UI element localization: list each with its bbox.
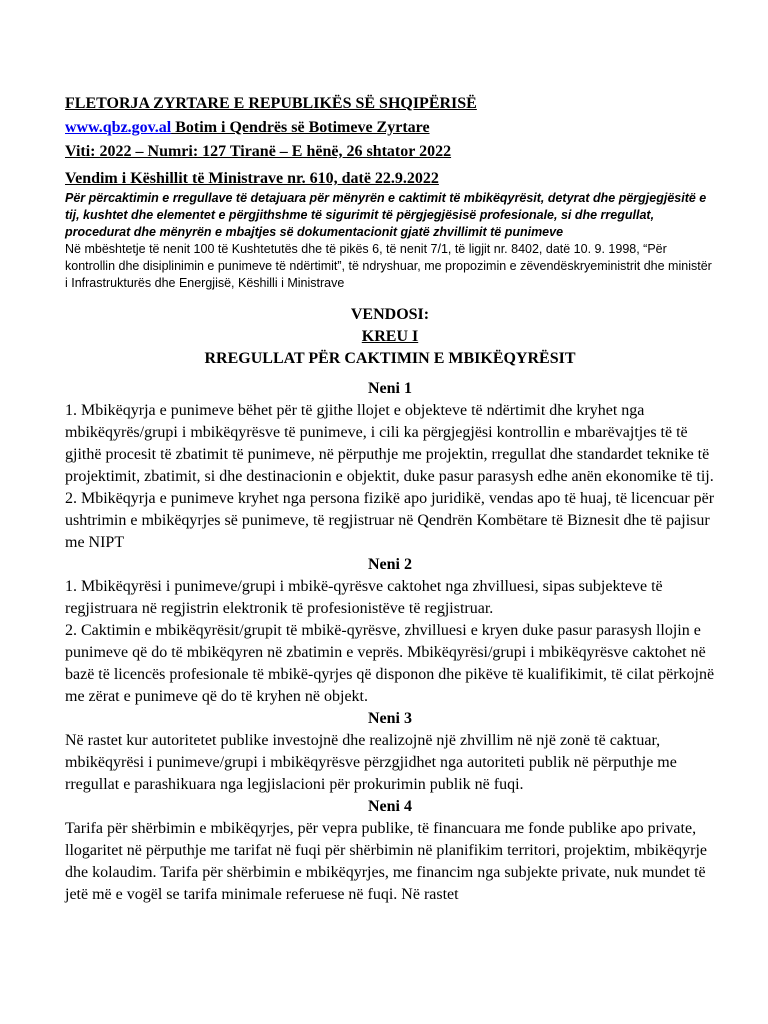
publisher-name: Botim i Qendrës së Botimeve Zyrtare [171, 119, 430, 136]
article-title: Neni 2 [368, 556, 412, 573]
article-paragraph: 2. Caktimin e mbikëqyrësit/grupit të mbikë-qyrësve, zhvilluesi e kryen duke pasur parasysh llojin e punimeve që do të mbikëqyren në zbatimin e veprës. Mbikëqyrësi/grupi i mbikëqyrësve caktohet në bazë të licencës profesionale të mbikë-qyrjes që disponon dhe pikëve të kualifikimit, të cilat përkojnë me zërat e punimeve që do të kryhen në objekt. [65, 622, 715, 705]
issue-line: Viti: 2022 – Numri: 127 Tiranë – E hënë, 26 shtator 2022 [65, 143, 452, 160]
article-paragraph: 1. Mbikëqyrja e punimeve bëhet për të gjithe llojet e objekteve të ndërtimit dhe kryhet nga mbikëqyrës/grupi i mbikëqyrësve të punimeve, i cili ka përgjegjësi kontrollin e mbarëvajtjes të të gjithë procesit të zbatimit të punimeve, në përputhje me projektin, rregullat dhe standardet teknike të projektimit, zbatimit, si dhe destinacionin e objektit, duke pasur parasysh edhe anën ekonomike të tij. [65, 402, 714, 485]
document-page [65, 92, 715, 906]
article-paragraph: 2. Mbikëqyrja e punimeve kryhet nga persona fizikë apo juridikë, vendas apo të huaj, të licencuar për ushtrimin e mbikëqyrjes së punimeve, të regjistruar në Qendrën Kombëtare të Biznesit dhe të pajisur me NIPT [65, 490, 715, 551]
article-paragraph: Tarifa për shërbimin e mbikëqyrjes, për vepra publike, të financuara me fonde publike apo private, llogaritet në përputhje me tarifat në fuqi për shërbimin në planifikim territori, projektim, mbikëqyrje dhe kolaudim. Tarifa për shërbimin e mbikëqyrjes, me financim nga subjekte private, nuk mundet të jetë më e vogël se tarifa minimale referuese në fuqi. Në rastet [65, 820, 708, 903]
article-title: Neni 1 [368, 380, 412, 397]
publisher-line [65, 116, 715, 140]
chapter-title: RREGULLAT PËR CAKTIMIN E MBIKËQYRËSIT [204, 350, 576, 367]
article-title: Neni 3 [368, 710, 412, 727]
article-title: Neni 4 [368, 798, 412, 815]
vendosi-heading: VENDOSI: [350, 306, 430, 323]
article-paragraph: Në rastet kur autoritetet publike investojnë dhe realizojnë një zhvillim në një zonë të caktuar, mbikëqyrësi i punimeve/grupi i mbikëqyrësve përzgjidhet nga autoriteti publik në përputhje me rregullat e parashikuara nga legjislacioni për prokurimin publik në fuqi. [65, 732, 677, 793]
website-link[interactable]: www.qbz.gov.al [65, 119, 172, 136]
decision-intro: Në mbështetje të nenit 100 të Kushtetutës dhe të pikës 6, të nenit 7/1, të ligjit nr. 8402, datë 10. 9. 1998, “Për kontrollin dhe disiplinimin e punimeve të ndërtimit”, të ndryshuar, me propozimin e zëvendëskryeministrit dhe ministër i Infrastrukturës dhe Energjisë, Këshilli i Ministrave [65, 242, 712, 290]
decision-subtitle: Për përcaktimin e rregullave të detajuara për mënyrën e caktimit të mbikëqyrësit, detyrat dhe përgjegjësitë e tij, kushtet dhe elementet e përgjithshme të sigurimit të përgjegjësisë profesionale, si dhe rregullat, procedurat dhe mënyrën e mbajtjes së dokumentacionit gjatë zhvillimit të punimeve [65, 191, 707, 239]
chapter-heading: KREU I [361, 328, 419, 345]
article-paragraph: 1. Mbikëqyrësi i punimeve/grupi i mbikë-qyrësve caktohet nga zhvilluesi, sipas subjekteve të regjistruara në regjistrin elektronik të profesionistëve të regjistruar. [65, 578, 663, 617]
gazette-title: FLETORJA ZYRTARE E REPUBLIKËS SË SHQIPËRISË [65, 95, 477, 112]
decision-title: Vendim i Këshillit të Ministrave nr. 610, datë 22.9.2022 [65, 170, 439, 187]
